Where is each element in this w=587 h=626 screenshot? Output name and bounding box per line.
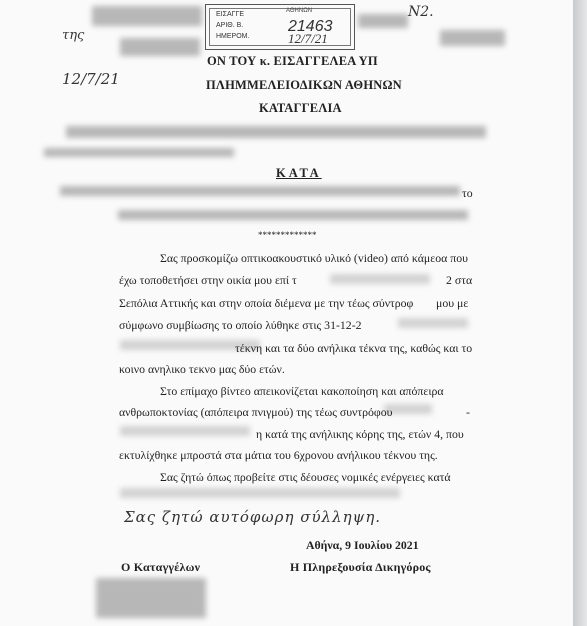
paragraph-line: ανθρωποκτονίας (απόπειρα πνιγμού) της τέως συντρόφου: [119, 405, 393, 419]
redacted-area: [330, 274, 430, 284]
paragraph-line: κοινο ανηλικο τεκνο μας δύο ετών.: [119, 362, 285, 376]
complainant-label: Ο Καταγγέλων: [121, 560, 201, 574]
paragraph-line: τέκνη και τα δύο ανήλικα τέκνα της, καθώς και το: [235, 341, 473, 355]
handwritten-date: 12/7/21: [62, 70, 120, 88]
header-title: ΚΑΤΑΓΓΕΛΙΑ: [259, 101, 342, 115]
redacted-area: [44, 148, 234, 157]
signature-date: Αθήνα, 9 Ιουλίου 2021: [306, 538, 419, 552]
kata-heading: ΚΑΤΑ: [276, 166, 322, 180]
stamp-label: ΗΜΕΡΟΜ.: [216, 33, 250, 40]
stamp-small-text: ΑΘΗΝΩΝ: [286, 8, 313, 14]
paragraph-line: Σας προσκομίζω οπτικοακουστικό υλικό (video) από κάμεοα που: [160, 251, 468, 265]
paragraph-line: έχω τοποθετήσει στην οικία μου επί τ: [119, 273, 297, 287]
stamp-date: 12/7/21: [288, 31, 328, 46]
lawyer-label: Η Πληρεξουσία Δικηγόρος: [290, 560, 431, 574]
redacted-area: [358, 14, 408, 28]
paragraph-line: σύμφωνο συμβίωσης το οποίο λύθηκε στις 31-12-2: [119, 318, 362, 332]
redacted-area: [120, 488, 400, 498]
redacted-area: [118, 210, 468, 220]
redacted-area: [60, 186, 460, 196]
handwritten-closing: Σας ζητώ αυτόφωρη σύλληψη.: [124, 508, 382, 526]
paragraph-line: Σας ζητώ όπως προβείτε στις δέουσες νομικές ενέργειες κατά: [160, 470, 451, 484]
paragraph-line: -: [466, 405, 470, 419]
redacted-area: [120, 38, 200, 56]
paragraph-line: η κατά της ανήλικης κόρης της, ετών 4, που: [256, 427, 464, 441]
paragraph-line: εκτυλίχθηκε μπροστά στα μάτια του 6χρονου ανήλικου τέκνου της.: [119, 448, 438, 462]
stamp-label: ΑΡΙΘ. Β.: [216, 22, 244, 29]
header-line-1: ΟΝ ΤΟΥ κ. ΕΙΣΑΓΓΕΛΕΑ ΥΠ: [207, 54, 378, 68]
redacted-area: [92, 6, 202, 26]
registry-stamp: [205, 4, 355, 50]
separator-stars: *************: [258, 230, 317, 240]
handwritten-note: της: [62, 28, 85, 43]
redacted-area: [96, 578, 206, 618]
redacted-area: [398, 318, 468, 328]
paragraph-line: 2 στα: [446, 273, 473, 287]
kata-suffix: το: [462, 186, 473, 200]
redacted-area: [66, 126, 486, 138]
stamp-number: 21463: [288, 18, 333, 35]
header-line-2: ΠΛΗΜΜΕΛΕΙΟΔΙΚΩΝ ΑΘΗΝΩΝ: [206, 78, 402, 92]
handwritten-note: Ν2.: [408, 4, 434, 20]
paragraph-line: Σεπόλια Αττικής και στην οποία διέμενα με την τέως σύντροφ: [119, 296, 414, 310]
paragraph-line: μου με: [436, 296, 469, 310]
redacted-area: [440, 30, 505, 46]
redacted-area: [120, 426, 250, 436]
stamp-label: ΕΙΣΑΓΓΕ: [216, 11, 244, 18]
paragraph-line: Στο επίμαχο βίντεο απεικονίζεται κακοποίηση και απόπειρα: [160, 384, 444, 398]
page-edge: [573, 0, 587, 626]
